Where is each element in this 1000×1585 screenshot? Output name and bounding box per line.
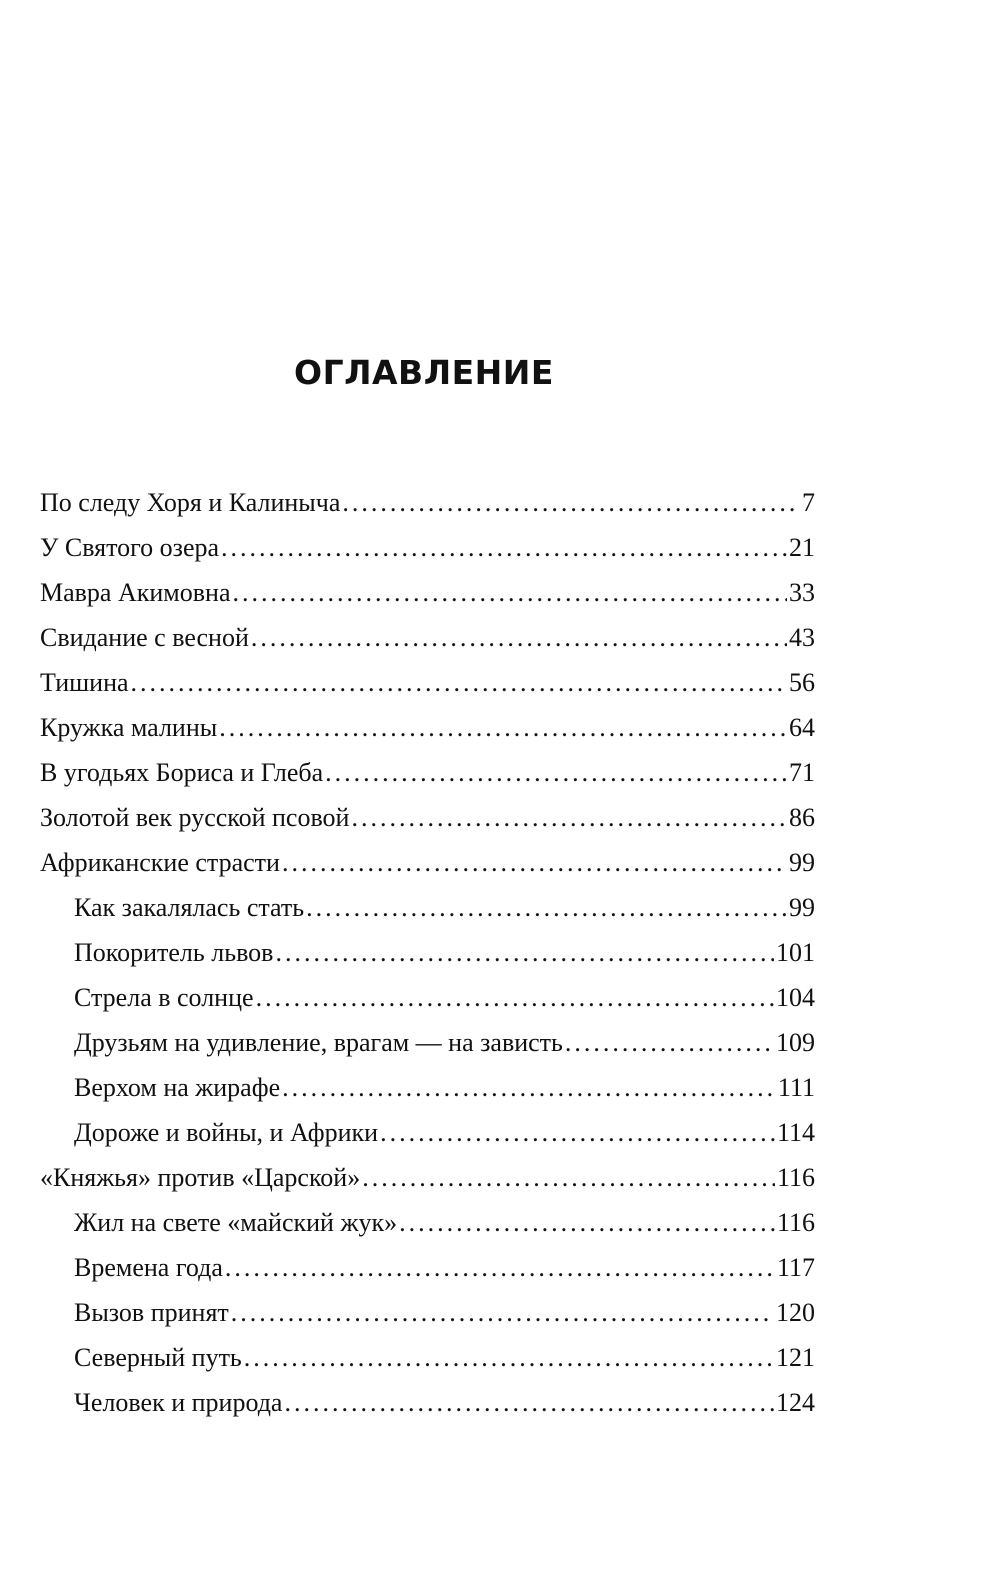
toc-subentry [40,885,815,930]
toc-entry-title: Тишина [40,668,129,697]
dot-leader [306,885,787,930]
toc-entry-title: Жил на свете «майский жук» [74,1208,398,1237]
dot-leader [380,1110,775,1155]
toc-entry-page-number: 114 [776,1118,815,1147]
toc-entry-page-number: 86 [789,803,815,832]
table-of-contents [40,480,815,1425]
dot-leader [256,975,774,1020]
toc-entry-title: Кружка малины [40,713,218,742]
toc-entry-page-number: 111 [777,1073,815,1102]
toc-subentry [40,1290,815,1335]
dot-leader [231,1290,774,1335]
toc-entry [40,1155,815,1200]
dot-leader [342,480,800,525]
toc-entry-page-number: 116 [776,1208,815,1237]
toc-entry-title: Дороже и войны, и Африки [74,1118,379,1147]
toc-subentry [40,930,815,975]
toc-entry-page-number: 21 [789,533,815,562]
toc-entry-page-number: 71 [789,758,815,787]
toc-entry-page-number: 121 [776,1343,815,1372]
dot-leader [221,525,787,570]
toc-entry [40,795,815,840]
dot-leader [284,1380,774,1425]
dot-leader [219,705,787,750]
toc-entry-title: Стрела в солнце [74,983,254,1012]
toc-entry-page-number: 104 [776,983,815,1012]
dot-leader [131,660,787,705]
toc-entry-title: У Святого озера [40,533,220,562]
toc-entry [40,750,815,795]
toc-entry [40,705,815,750]
toc-entry-title: Северный путь [74,1343,242,1372]
toc-entry [40,570,815,615]
toc-subentry [40,1380,815,1425]
dot-leader [282,840,787,885]
toc-entry-page-number: 99 [789,893,815,922]
toc-entry [40,480,815,525]
dot-leader [251,615,787,660]
toc-entry-title: Друзьям на удивление, врагам — на зависть [74,1028,563,1057]
toc-entry [40,840,815,885]
toc-entry-title: Человек и природа [74,1388,283,1417]
dot-leader [225,1245,775,1290]
toc-entry [40,615,815,660]
toc-entry-title: Вызов принят [74,1298,229,1327]
dot-leader [282,1065,776,1110]
dot-leader [275,930,774,975]
dot-leader [351,795,787,840]
dot-leader [399,1200,775,1245]
toc-entry-title: Как закалялась стать [74,893,305,922]
toc-entry-title: «Княжья» против «Царской» [40,1163,361,1192]
toc-entry-page-number: 7 [802,488,815,517]
toc-entry-title: Времена года [74,1253,223,1282]
dot-leader [362,1155,775,1200]
toc-entry-title: Африканские страсти [40,848,280,877]
toc-entry-page-number: 116 [776,1163,815,1192]
toc-subentry [40,1335,815,1380]
toc-subentry [40,1065,815,1110]
toc-entry [40,660,815,705]
toc-entry-title: Золотой век русской псовой [40,803,350,832]
toc-entry [40,525,815,570]
toc-subentry [40,1020,815,1065]
toc-entry-page-number: 109 [776,1028,815,1057]
toc-entry-title: Покоритель львов [74,938,274,967]
toc-entry-title: По следу Хоря и Калиныча [40,488,341,517]
toc-entry-title: Свидание с весной [40,623,249,652]
toc-subentry [40,975,815,1020]
dot-leader [232,570,787,615]
toc-entry-page-number: 124 [776,1388,815,1417]
dot-leader [325,750,787,795]
toc-subentry [40,1110,815,1155]
toc-subentry [40,1245,815,1290]
toc-entry-title: Верхом на жирафе [74,1073,281,1102]
toc-entry-page-number: 64 [789,713,815,742]
toc-entry-page-number: 117 [776,1253,815,1282]
toc-entry-title: В угодьях Бориса и Глеба [40,758,324,787]
dot-leader [244,1335,774,1380]
toc-entry-page-number: 101 [776,938,815,967]
dot-leader [565,1020,774,1065]
toc-subentry [40,1200,815,1245]
page-title: ОГЛАВЛЕНИЕ [294,353,554,392]
toc-entry-page-number: 120 [776,1298,815,1327]
toc-entry-page-number: 33 [789,578,815,607]
toc-entry-page-number: 99 [789,848,815,877]
toc-entry-page-number: 56 [789,668,815,697]
toc-entry-page-number: 43 [789,623,815,652]
toc-entry-title: Мавра Акимовна [40,578,231,607]
